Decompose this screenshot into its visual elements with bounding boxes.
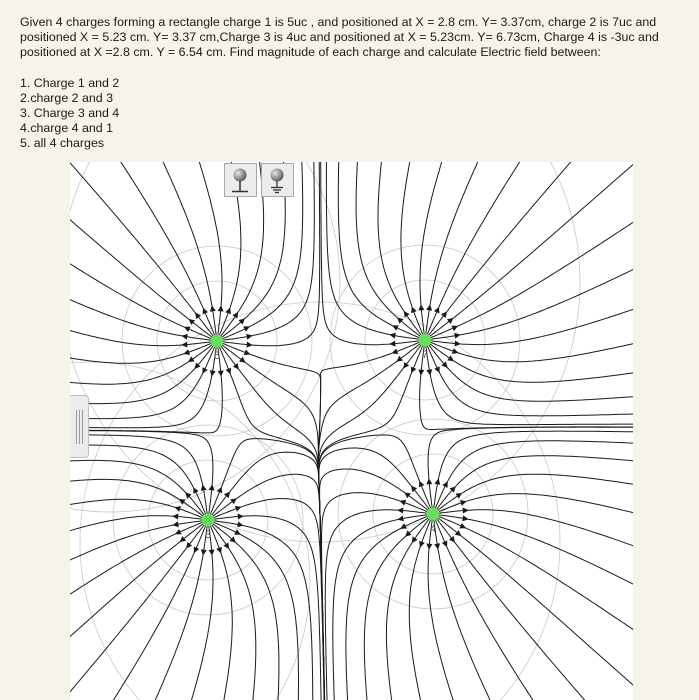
handle-grip-line [79,410,80,444]
field-arrow [456,493,463,499]
field-arrow [404,492,411,498]
field-arrow [412,536,418,543]
equipotential-circle [70,162,580,542]
field-diagram[interactable] [70,162,633,700]
field-arrow [426,304,432,310]
field-simulation-canvas[interactable] [70,162,633,700]
question-item: 2.charge 2 and 3 [20,90,114,105]
field-line [438,518,633,700]
field-arrow [449,536,455,543]
field-arrow [426,369,432,376]
field-line [319,346,423,700]
field-line [70,345,212,385]
question-item: 1. Charge 1 and 2 [20,75,120,90]
field-arrow [239,357,246,363]
field-arrow [233,363,239,370]
field-arrow [426,478,432,484]
handle-grip-line [82,410,83,444]
field-line [213,524,279,700]
field-arrow [225,308,231,315]
field-arrow [172,521,178,527]
field-arrow [172,514,178,520]
field-line [426,162,497,334]
field-line [143,162,216,335]
field-line [70,318,211,346]
field-line [356,162,420,336]
field-line [439,516,634,658]
field-line [435,520,560,700]
field-arrow [195,313,201,320]
field-line [70,347,215,419]
ground-tool-button[interactable] [261,163,294,197]
field-arrow [223,542,229,549]
field-arrow [426,544,432,550]
field-arrow [404,311,410,318]
field-line [438,474,633,510]
field-arrow [460,500,467,506]
panel-drag-handle[interactable] [70,395,89,458]
field-line [439,510,633,561]
field-line [430,344,633,383]
question-list [20,76,685,152]
field-line [222,345,325,700]
field-arrow [210,305,216,311]
field-arrow [186,542,192,549]
field-arrow [235,506,242,512]
field-arrow [181,342,187,348]
field-arrow [189,319,196,325]
field-line [427,162,547,334]
field-line [434,431,633,508]
field-arrow [183,349,190,355]
field-line [136,526,207,700]
field-line [431,295,633,345]
voltage-probe-icon [225,164,256,196]
field-line [210,439,325,700]
charge-2[interactable] [419,334,432,347]
field-arrow [452,348,459,354]
charge-label: 3 [204,529,212,541]
field-line [70,346,213,404]
question-block [20,15,685,152]
field-arrow [403,362,409,369]
field-arrow [209,550,215,556]
field-line [364,518,428,700]
field-line [219,347,325,700]
field-arrow [447,355,454,361]
field-arrow [230,498,237,504]
ground-icon [262,164,293,196]
field-line [70,435,207,514]
field-arrow [411,307,417,314]
field-arrow [418,370,424,376]
field-lines [70,162,633,700]
field-line [431,196,634,338]
field-arrow [218,371,224,377]
field-line [70,347,222,433]
field-arrow [218,305,224,311]
field-arrow [418,304,424,310]
field-line [325,510,427,700]
field-line [70,184,212,338]
question-item: 5. all 4 charges [20,136,105,151]
field-arrow [454,333,460,339]
field-line [430,162,633,336]
question-item: 4.charge 4 and 1 [20,121,114,136]
field-line [223,343,326,700]
field-arrow [455,530,462,536]
field-arrow [441,312,447,319]
field-line [428,520,468,700]
field-arrow [398,516,404,522]
field-arrow [181,334,187,340]
field-arrow [462,515,468,521]
equipotential-circle [70,162,340,512]
field-arrow [238,514,244,520]
charge-1[interactable] [211,335,224,348]
field-arrow [397,508,403,514]
charge-label: 5 [213,350,221,362]
voltage-probe-tool-button[interactable] [224,163,257,197]
charge-label: 4 [429,523,437,535]
field-line [94,162,215,335]
field-line [426,346,633,425]
field-arrow [396,356,403,362]
field-arrow [180,536,187,542]
field-line [70,524,203,674]
field-arrow [224,492,230,499]
field-line [70,460,204,515]
field-arrow [463,508,469,514]
question-item: 3. Charge 3 and 4 [20,106,120,121]
charge-4[interactable] [427,508,440,521]
charge-label: 7 [421,349,429,361]
field-arrow [434,478,440,485]
field-arrow [201,484,207,491]
field-line [221,346,326,700]
field-arrow [434,543,440,549]
field-arrow [389,341,395,347]
field-line [429,162,607,335]
field-line [386,519,429,700]
field-line [431,249,633,339]
field-line [70,237,211,339]
field-arrow [247,342,253,348]
field-line [319,345,422,700]
field-line [322,493,428,700]
field-line [427,346,633,416]
handle-grip-line [76,410,77,444]
field-arrow [210,370,216,377]
field-arrow [400,500,407,506]
field-arrow [411,486,417,493]
field-line [70,281,211,340]
field-line [214,522,299,700]
field-arrow [188,356,195,362]
field-arrow [216,547,222,554]
field-arrow [237,521,243,527]
field-line [212,525,256,700]
field-arrow [246,334,253,340]
field-arrow [174,506,181,512]
field-arrow [447,318,454,324]
field-line [437,519,620,700]
field-line [70,521,202,579]
field-arrow [201,549,207,555]
field-line [319,344,421,700]
field-line [214,516,322,700]
question-text: Given 4 charges forming a rectangle charge 1 is 5uc , and positioned at X = 2.8 cm. Y= 3.37cm, charge 2 is 7uc and positioned X = 5.23 cm. Y= 3.37 cm,Charge 3 is 4uc and positioned at X = 5.23cm. Y= 6.73cm, Charge 4 is -3uc and positioned at X =2.8 cm. Y = 6.54 cm. Find magnitude of each charge and calculate Electric field between: [20,15,659,60]
charge-3[interactable] [202,514,215,527]
field-arrow [389,333,396,339]
field-arrow [419,541,425,548]
